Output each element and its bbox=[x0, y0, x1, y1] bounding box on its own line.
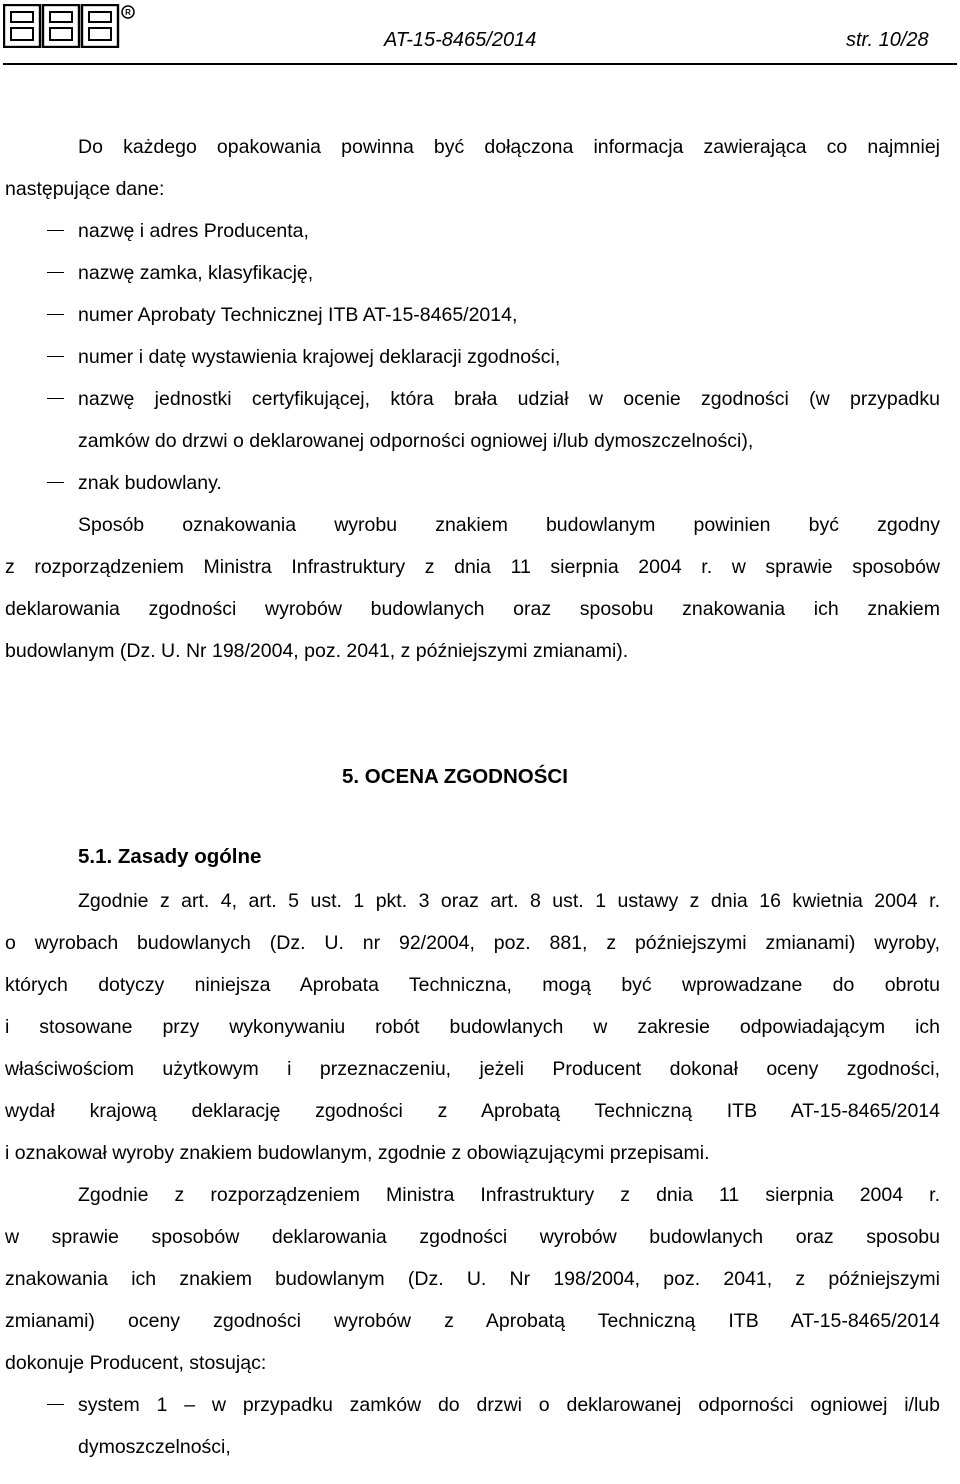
list-item: numer Aprobaty Technicznej ITB AT-15-8465/2014, bbox=[5, 301, 940, 329]
paragraph-line: których dotyczy niniejsza Aprobata Techniczna, mogą być wprowadzane do obrotu bbox=[5, 974, 940, 996]
paragraph-line: Zgodnie z art. 4, art. 5 ust. 1 pkt. 3 oraz art. 8 ust. 1 ustawy z dnia 16 kwietnia 2004 r. bbox=[78, 890, 940, 912]
paragraph-line: następujące dane: bbox=[5, 178, 165, 200]
list-item-continuation: zamków do drzwi o deklarowanej odporności ogniowej i/lub dymoszczelności), bbox=[78, 430, 754, 452]
paragraph-line: wydał krajową deklarację zgodności z Aprobatą Techniczną ITB AT-15-8465/2014 bbox=[5, 1100, 940, 1122]
list-item: system 1 – w przypadku zamków do drzwi o deklarowanej odporności ogniowej i/lub bbox=[5, 1391, 940, 1419]
list-item: numer i datę wystawienia krajowej deklaracji zgodności, bbox=[5, 343, 940, 371]
paragraph-line: Do każdego opakowania powinna być dołączona informacja zawierająca co najmniej bbox=[78, 136, 940, 158]
section-heading: 5. OCENA ZGODNOŚCI bbox=[342, 765, 568, 788]
dash-bullet bbox=[47, 272, 64, 273]
paragraph-line: Zgodnie z rozporządzeniem Ministra Infrastruktury z dnia 11 sierpnia 2004 r. bbox=[78, 1184, 940, 1206]
list-item-continuation: dymoszczelności, bbox=[78, 1436, 231, 1458]
svg-text:R: R bbox=[125, 8, 131, 17]
paragraph-line: o wyrobach budowlanych (Dz. U. nr 92/2004, poz. 881, z późniejszymi zmianami) wyroby, bbox=[5, 932, 940, 954]
paragraph-line: znakowania ich znakiem budowlanym (Dz. U. Nr 198/2004, poz. 2041, z późniejszymi bbox=[5, 1268, 940, 1290]
list-item: nazwę jednostki certyfikującej, która brała udział w ocenie zgodności (w przypadku bbox=[5, 385, 940, 413]
paragraph-line: i stosowane przy wykonywaniu robót budowlanych w zakresie odpowiadającym ich bbox=[5, 1016, 940, 1038]
paragraph-line: z rozporządzeniem Ministra Infrastruktury z dnia 11 sierpnia 2004 r. w sprawie sposobów bbox=[5, 556, 940, 578]
document-id: AT-15-8465/2014 bbox=[384, 29, 537, 51]
paragraph-line: dokonuje Producent, stosując: bbox=[5, 1352, 267, 1374]
page-number: str. 10/28 bbox=[846, 29, 929, 51]
dash-bullet bbox=[47, 398, 64, 399]
dash-bullet bbox=[47, 230, 64, 231]
dash-bullet bbox=[47, 356, 64, 357]
paragraph-line: budowlanym (Dz. U. Nr 198/2004, poz. 2041, z późniejszymi zmianami). bbox=[5, 640, 629, 662]
dash-bullet bbox=[47, 1404, 64, 1405]
header-divider bbox=[3, 63, 957, 65]
subsection-heading: 5.1. Zasady ogólne bbox=[78, 845, 262, 868]
paragraph-line: deklarowania zgodności wyrobów budowlanych oraz sposobu znakowania ich znakiem bbox=[5, 598, 940, 620]
list-item: nazwę zamka, klasyfikację, bbox=[5, 259, 940, 287]
paragraph-line: w sprawie sposobów deklarowania zgodności wyrobów budowlanych oraz sposobu bbox=[5, 1226, 940, 1248]
page-header bbox=[0, 0, 960, 70]
paragraph-line: Sposób oznakowania wyrobu znakiem budowlanym powinien być zgodny bbox=[78, 514, 940, 536]
paragraph-line: i oznakował wyroby znakiem budowlanym, zgodnie z obowiązującymi przepisami. bbox=[5, 1142, 710, 1164]
dash-bullet bbox=[47, 314, 64, 315]
dash-bullet bbox=[47, 482, 64, 483]
paragraph-line: właściwościom użytkowym i przeznaczeniu, jeżeli Producent dokonał oceny zgodności, bbox=[5, 1058, 940, 1080]
paragraph-line: zmianami) oceny zgodności wyrobów z Aprobatą Techniczną ITB AT-15-8465/2014 bbox=[5, 1310, 940, 1332]
itb-logo bbox=[3, 4, 135, 48]
list-item: nazwę i adres Producenta, bbox=[5, 217, 940, 245]
list-item: znak budowlany. bbox=[5, 469, 940, 497]
